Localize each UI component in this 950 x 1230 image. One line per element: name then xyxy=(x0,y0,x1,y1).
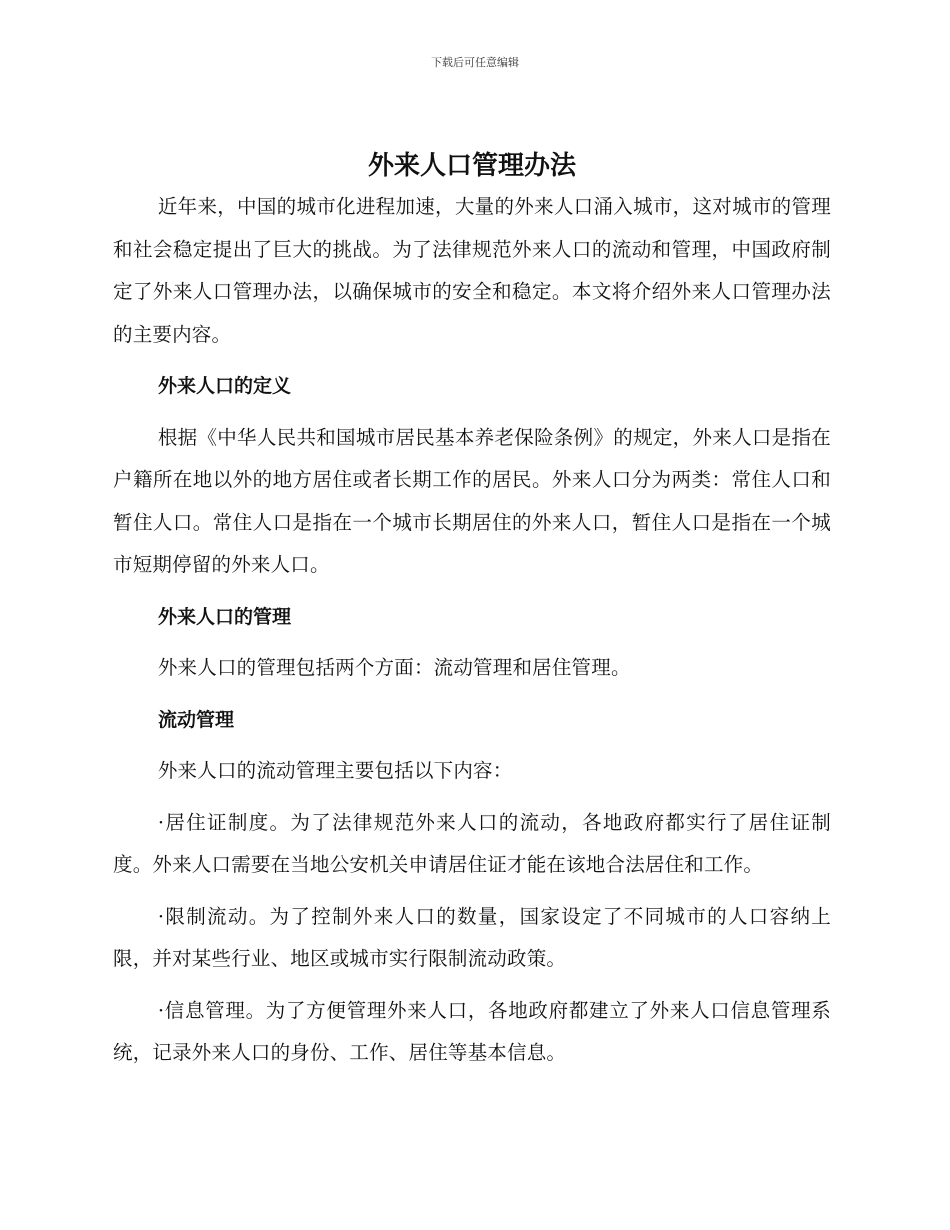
list-item-residence-permit: ·居住证制度。为了法律规范外来人口的流动，各地政府都实行了居住证制度。外来人口需要在当地公安机关申请居住证才能在该地合法居住和工作。 xyxy=(113,810,831,876)
mobility-intro-paragraph: 外来人口的流动管理主要包括以下内容： xyxy=(157,759,513,782)
list-item-restrict-mobility: ·限制流动。为了控制外来人口的数量，国家设定了不同城市的人口容纳上限，并对某些行业、地区或城市实行限制流动政策。 xyxy=(113,904,831,970)
section-heading-mobility: 流动管理 xyxy=(158,708,235,731)
document-body xyxy=(113,146,831,1075)
page-header: 下载后可任意编辑 xyxy=(431,56,519,69)
management-paragraph: 外来人口的管理包括两个方面：流动管理和居住管理。 xyxy=(157,656,631,679)
intro-paragraph: 近年来，中国的城市化进程加速，大量的外来人口涌入城市，这对城市的管理和社会稳定提出了巨大的挑战。为了法律规范外来人口的流动和管理，中国政府制定了外来人口管理办法，以确保城市的安全和稳定。本文将介绍外来人口管理办法的主要内容。 xyxy=(113,195,831,346)
section-heading-definition: 外来人口的定义 xyxy=(158,375,292,397)
list-item-information-management: ·信息管理。为了方便管理外来人口，各地政府都建立了外来人口信息管理系统，记录外来人口的身份、工作、居住等基本信息。 xyxy=(113,998,831,1064)
document-title: 外来人口管理办法 xyxy=(367,151,576,181)
definition-paragraph: 根据《中华人民共和国城市居民基本养老保险条例》的规定，外来人口是指在户籍所在地以外的地方居住或者长期工作的居民。外来人口分为两类：常住人口和暂住人口。常住人口是指在一个城市长期居住的外来人口，暂住人口是指在一个城市短期停留的外来人口。 xyxy=(113,425,831,576)
section-heading-management: 外来人口的管理 xyxy=(158,605,292,628)
